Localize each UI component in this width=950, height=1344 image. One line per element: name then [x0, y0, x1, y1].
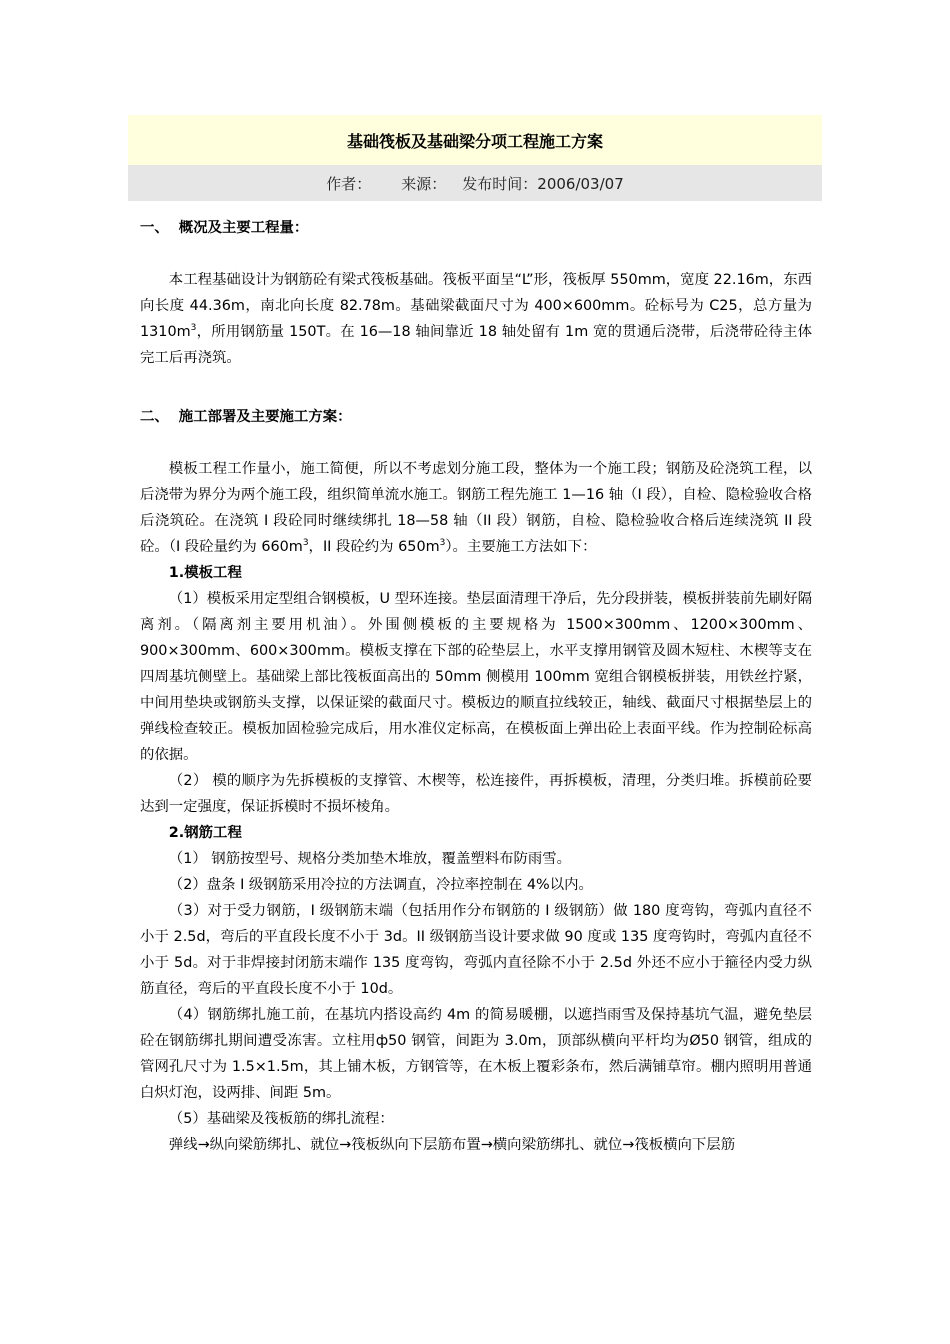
rebar-item-2: （2）盘条 I 级钢筋采用冷拉的方法调直，冷拉率控制在 4%以内。 [168, 877, 593, 893]
rebar-item-4: （4）钢筋绑扎施工前，在基坑内搭设高约 4m 的简易暖棚，以遮挡雨雪及保持基坑气温，避免垫层砼在钢筋绑扎期间遭受冻害。立柱用ф50 钢管，间距为 3.0m，顶部纵横向平杆均为Ø50 钢管，组成的管网孔尺寸为 1.5×1.5m，其上铺木板，方钢管等，在木板上覆彩条布，然后满铺草帘。棚内照明用普通白炽灯泡，设两排、间距 5m。 [140, 1007, 812, 1101]
author-label: 作者： [326, 174, 372, 193]
source-label: 来源： [401, 174, 447, 193]
meta-bar [128, 165, 822, 201]
rebar-item-6: 弹线→纵向梁筋绑扎、就位→筏板纵向下层筋布置→横向梁筋绑扎、就位→筏板横向下层筋 [168, 1137, 736, 1153]
section2-sup-1: 3 [302, 538, 309, 549]
section1-text-b: ，所用钢筋量 150T。在 16—18 轴间靠近 18 轴处留有 1m 宽的贯通后浇带，后浇带砼待主体完工后再浇筑。 [140, 324, 812, 366]
publish-date: 发布时间：2006/03/07 [462, 174, 624, 193]
section2-heading: 二、 施工部署及主要施工方案： [140, 409, 352, 425]
rebar-item-5: （5）基础梁及筏板筋的绑扎流程： [168, 1111, 394, 1127]
formwork-item-1: （1）模板采用定型组合钢模板，U 型环连接。垫层面清理干净后，先分段拼装，模板拼装前先刷好隔离剂。（隔离剂主要用机油）。外围侧模板的主要规格为 1500×300mm、1200×300mm、900×300mm、600×300mm。模板支撑在下部的砼垫层上，水平支撑用钢管及圆木短柱、木楔等支在四周基坑侧壁上。基础梁上部比筏板面高出的 50mm 侧模用 100mm 宽组合钢模板拼装，用铁丝拧紧，中间用垫块或钢筋头支撑，以保证梁的截面尺寸。模板边的顺直拉线较正，轴线、截面尺寸根据垫层上的弹线检查较正。模板加固检验完成后，用水准仪定标高，在模板面上弹出砼上表面平线。作为控制砼标高的依据。 [140, 591, 812, 763]
section2-sup-2: 3 [439, 538, 446, 549]
section1-heading: 一、 概况及主要工程量： [140, 220, 309, 236]
rebar-item-1: （1） 钢筋按型号、规格分类加垫木堆放，覆盖塑料布防雨雪。 [168, 851, 572, 867]
rebar-heading: 2.钢筋工程 [168, 825, 242, 841]
formwork-item-2: （2） 模的顺序为先拆模板的支撑管、木楔等，松连接件，再拆模板，清理，分类归堆。拆模前砼要达到一定强度，保证拆模时不损坏棱角。 [140, 773, 812, 815]
section2-text-c: ）。主要施工方法如下： [445, 539, 597, 555]
section1-sup: 3 [190, 323, 197, 334]
article-body [140, 215, 812, 1158]
rebar-item-3: （3）对于受力钢筋，I 级钢筋末端（包括用作分布钢筋的 I 级钢筋）做 180 度弯钩，弯弧内直径不小于 2.5d，弯后的平直段长度不小于 3d。II 级钢筋当设计要求做 90 度或 135 度弯钩时，弯弧内直径不小于 5d。对于非焊接封闭筋末端作 135 度弯钩，弯弧内直径除不小于 2.5d 外还不应小于箍径内受力纵筋直径，弯后的平直段长度不小于 10d。 [140, 903, 812, 997]
formwork-heading: 1.模板工程 [168, 565, 242, 581]
section2-text-b: ，II 段砼约为 650m [308, 539, 440, 555]
page-title: 基础筏板及基础梁分项工程施工方案 [346, 131, 603, 151]
title-banner [128, 115, 822, 165]
section1-paragraph [140, 267, 812, 371]
section1-text-a: 本工程基础设计为钢筋砼有梁式筏板基础。筏板平面呈“L”形，筏板厚 550mm，宽度 22.16m，东西向长度 44.36m，南北向长度 82.78m。基础梁截面尺寸为 400×600mm。砼标号为 C25，总方量为 1310m [140, 272, 812, 340]
section2-paragraph [140, 456, 812, 560]
section2-text-a: 模板工程工作量小，施工简便，所以不考虑划分施工段，整体为一个施工段；钢筋及砼浇筑工程，以后浇带为界分为两个施工段，组织简单流水施工。钢筋工程先施工 1—16 轴（I 段），自检、隐检验收合格后浇筑砼。在浇筑 I 段砼同时继续绑扎 18—58 轴（II 段）钢筋，自检、隐检验收合格后连续浇筑 II 段砼。（I 段砼量约为 660m [140, 461, 812, 555]
